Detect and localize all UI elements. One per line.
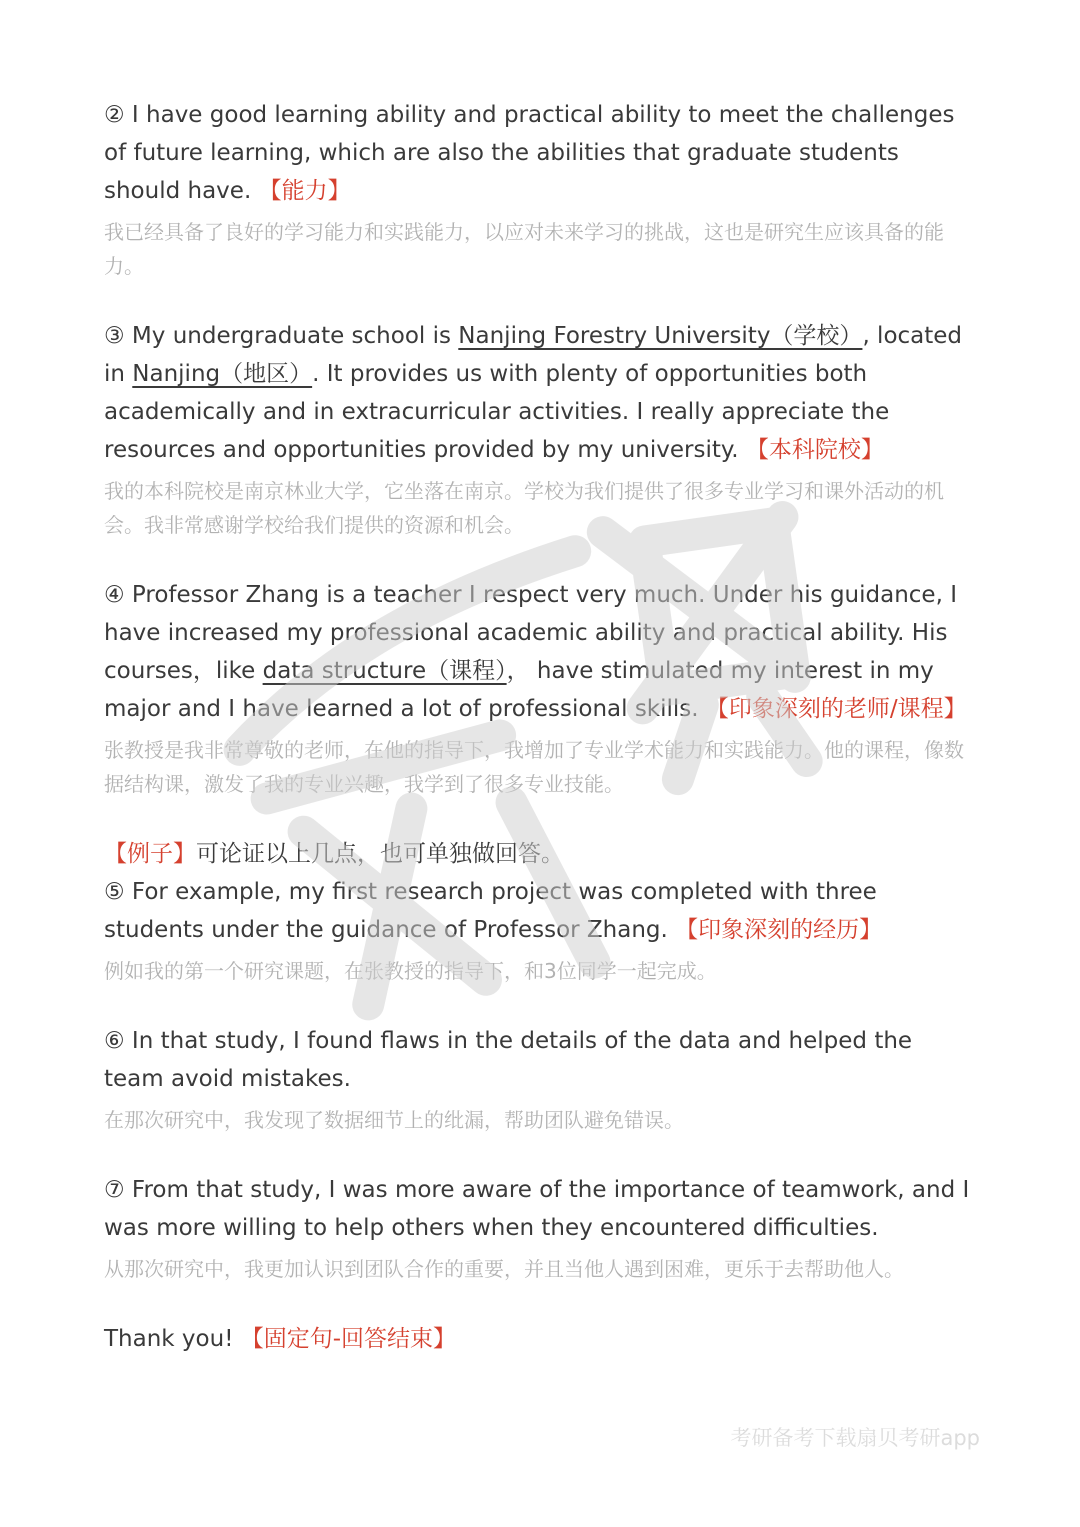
underlined-text: data structure（课程） xyxy=(262,658,507,684)
text-segment: Thank you! xyxy=(104,1326,241,1352)
closing-thank-you xyxy=(104,1320,970,1358)
chinese-translation: 从那次研究中，我更加认识到团队合作的重要，并且当他人遇到困难，更乐于去帮助他人。 xyxy=(104,1257,904,1281)
annotation-tag: 【印象深刻的老师/课程】 xyxy=(705,696,967,722)
annotation-tag: 【固定句-回答结束】 xyxy=(240,1326,457,1352)
chinese-translation: 张教授是我非常尊敬的老师，在他的指导下，我增加了专业学术能力和实践能力。他的课程，像数据结构课，激发了我的专业兴趣，我学到了很多专业技能。 xyxy=(104,738,964,796)
paragraph-text xyxy=(104,96,970,210)
chinese-translation: 我的本科院校是南京林业大学，它坐落在南京。学校为我们提供了很多专业学习和课外活动的机会。我非常感谢学校给我们提供的资源和机会。 xyxy=(104,479,944,537)
paragraph-text xyxy=(104,1171,970,1247)
paragraph-4-professor xyxy=(104,576,970,801)
annotation-tag: 【例子】 xyxy=(104,841,196,867)
paragraph-2-ability xyxy=(104,96,970,283)
paragraph-5-example xyxy=(104,873,970,988)
paragraph-7-teamwork xyxy=(104,1171,970,1286)
footer-note: 考研备考下载扇贝考研app xyxy=(730,1426,980,1450)
document-body xyxy=(104,96,970,1392)
chinese-translation: 例如我的第一个研究课题，在张教授的指导下，和3位同学一起完成。 xyxy=(104,959,717,983)
text-segment: ② I have good learning ability and practical ability to meet the challenges of future learning, which are also the abilities that graduate students should have. xyxy=(104,102,955,204)
paragraph-text xyxy=(104,1022,970,1098)
underlined-text: Nanjing Forestry University（学校） xyxy=(458,323,863,349)
note-example xyxy=(104,835,970,873)
text-segment: ⑤ For example, my first research project was completed with three students under the guidance of Professor Zhang. xyxy=(104,879,877,943)
text-segment: . It provides us with plenty of opportunities both academically and in extracurricular activities. I really appreciate the resources and opportunities provided by my university. xyxy=(104,361,890,463)
paragraph-text xyxy=(104,317,970,469)
text-segment: ③ My undergraduate school is xyxy=(104,323,459,349)
paragraph-text xyxy=(104,576,970,728)
paragraph-text xyxy=(104,873,970,949)
annotation-tag: 【本科院校】 xyxy=(745,437,884,463)
text-segment: ⑥ In that study, I found flaws in the details of the data and helped the team avoid mistakes. xyxy=(104,1028,913,1092)
text-segment: ④ Professor Zhang is a teacher I respect very much. Under his guidance, I have increased my professional academic ability and practical ability. His courses，like xyxy=(104,582,957,684)
chinese-translation: 在那次研究中，我发现了数据细节上的纰漏，帮助团队避免错误。 xyxy=(104,1108,684,1132)
note-text: 可论证以上几点，也可单独做回答。 xyxy=(196,841,564,867)
paragraph-text xyxy=(104,1320,970,1358)
text-segment: ⑦ From that study, I was more aware of the importance of teamwork, and I was more willing to help others when they encountered difficulties. xyxy=(104,1177,970,1241)
paragraph-text xyxy=(104,835,970,873)
text-segment: ， have stimulated my interest in my major and I have learned a lot of professional skills. xyxy=(104,658,934,722)
paragraph-3-school xyxy=(104,317,970,542)
underlined-text: Nanjing（地区） xyxy=(132,361,313,387)
annotation-tag: 【印象深刻的经历】 xyxy=(675,917,883,943)
text-segment: , located in xyxy=(104,323,963,387)
chinese-translation: 我已经具备了良好的学习能力和实践能力，以应对未来学习的挑战，这也是研究生应该具备的能力。 xyxy=(104,220,944,278)
annotation-tag: 【能力】 xyxy=(258,178,351,204)
paragraph-6-study xyxy=(104,1022,970,1137)
